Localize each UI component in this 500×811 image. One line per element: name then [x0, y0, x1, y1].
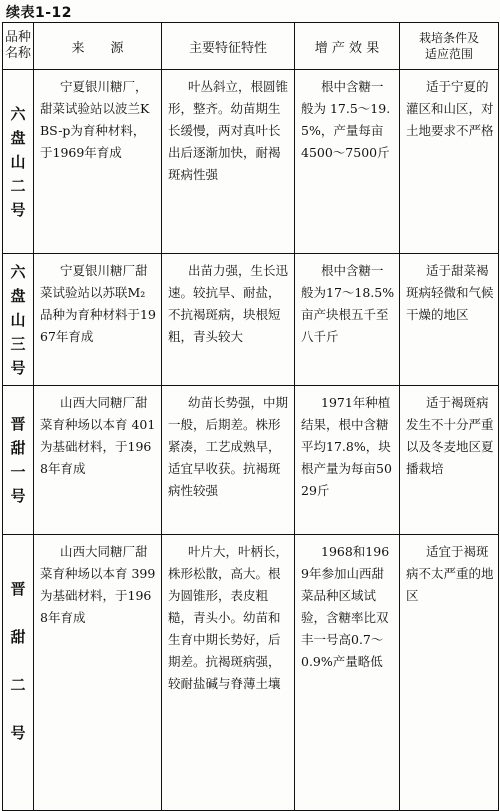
conditions-cell: 适宜于褐斑病不太严重的地区 [406, 544, 494, 603]
source-cell: 宁夏银川糖厂，甜菜试验站以波兰KBS-p为育种材料，于1969年育成 [40, 79, 150, 160]
features-cell: 叶片大，叶柄长，株形松散，高大。根为圆锥形，表皮粗糙，青头小。幼苗和生育中期长势好，后期差。抗褐斑病强，较耐盐碱与脊薄土壤 [168, 544, 289, 691]
variety-table [2, 22, 499, 811]
header-yield: 增 产 效 果 [295, 23, 400, 70]
yield-cell: 根中含糖一般为17～18.5%亩产块根五千至八千斤 [301, 263, 395, 344]
header-conditions: 栽培条件及 适应范围 [400, 23, 499, 70]
conditions-cell: 适于甜菜褐斑病轻微和气候干燥的地区 [406, 263, 494, 322]
conditions-cell: 适于宁夏的灌区和山区，对土地要求不严格 [406, 79, 494, 138]
header-row [3, 23, 499, 70]
table-row [3, 535, 499, 811]
header-source: 来 源 [34, 23, 162, 70]
source-cell: 山西大同糖厂甜菜育种场以本育 401 为基础材料，于1968年育成 [40, 395, 156, 476]
table-row [3, 254, 499, 386]
yield-cell: 1968和1969年参加山西甜菜品种区域试验，含糖率比双丰一号高0.7～0.9%产量略低 [301, 544, 390, 669]
yield-cell: 1971年种植结果，根中含糖平均17.8%，块根产量为每亩5029斤 [301, 395, 392, 498]
table-caption: 续表1-12 [6, 5, 73, 21]
variety-name: 六 盘 山 二 号 [3, 70, 34, 254]
variety-name: 晋 甜 二 号 [3, 535, 34, 811]
header-features: 主要特征特性 [162, 23, 295, 70]
table-row [3, 386, 499, 535]
conditions-cell: 适于褐斑病发生不十分严重以及冬麦地区夏播栽培 [406, 395, 494, 476]
header-name: 品种 名称 [3, 23, 34, 70]
features-cell: 出苗力强，生长迅速。较抗旱、耐盐，不抗褐斑病，块根短粗，青头较大 [168, 263, 289, 344]
variety-name: 六 盘 山 三 号 [3, 254, 34, 386]
features-cell: 叶丛斜立，根圆锥形，整齐。幼苗期生长缓慢，两对真叶长出后逐渐加快，耐褐斑病性强 [168, 79, 289, 182]
yield-cell: 根中含糖一般为 17.5～19.5%，产量每亩 4500～7500斤 [301, 79, 391, 160]
variety-name: 晋 甜 一 号 [3, 386, 34, 535]
source-cell: 宁夏银川糖厂甜菜试验站以苏联M₂品种为育种材料于1967年育成 [40, 263, 156, 344]
features-cell: 幼苗长势强，中期一般，后期差。株形紧凑，工艺成熟早，适宜早收获。抗褐斑病性较强 [168, 395, 289, 498]
source-cell: 山西大同糖厂甜菜育种场以本育 399 为基础材料，于1968年育成 [40, 544, 156, 625]
table-row [3, 70, 499, 254]
